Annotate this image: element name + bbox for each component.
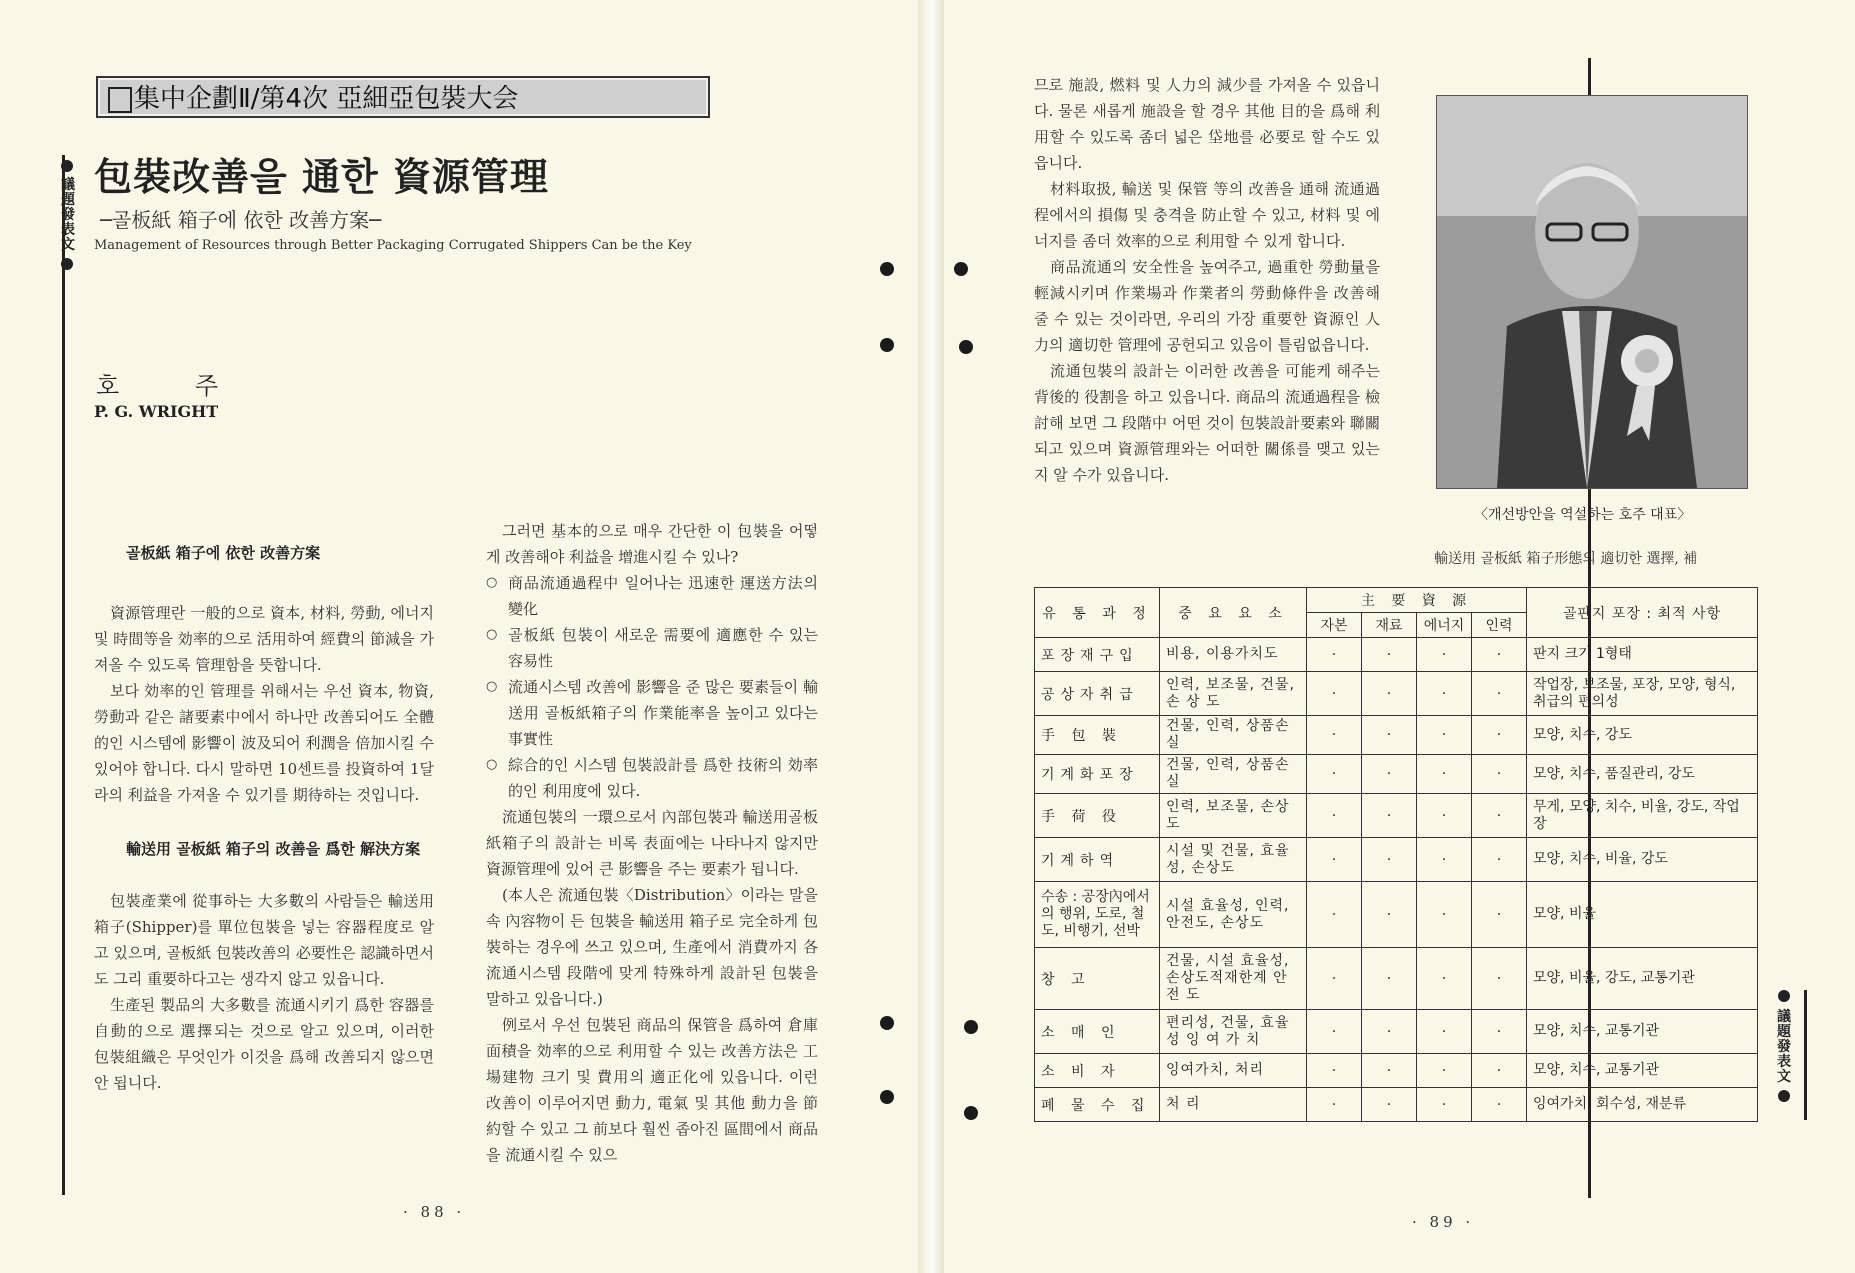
- table-row: [1035, 716, 1758, 755]
- table-cell-resource-mark: ·: [1307, 1088, 1362, 1122]
- table-cell-optimal: 모양, 치수, 강도: [1527, 716, 1758, 755]
- table-cell-resource-mark: ·: [1472, 948, 1527, 1010]
- table-cell-resource-mark: ·: [1362, 672, 1417, 716]
- punch-hole: [964, 1106, 978, 1120]
- table-cell-stage: 포장재구입: [1035, 638, 1160, 672]
- table-cell-resource-mark: ·: [1472, 1054, 1527, 1088]
- table-cell-resource-mark: ·: [1307, 672, 1362, 716]
- table-cell-optimal: 무게, 모양, 치수, 비율, 강도, 작업장: [1527, 794, 1758, 838]
- author-country: 호 주: [96, 372, 252, 400]
- table-row: [1035, 638, 1758, 672]
- table-cell-resource-mark: ·: [1362, 948, 1417, 1010]
- list-item: ○ 綜合的인 시스템 包裝設計를 爲한 技術의 効率的인 利用度에 있다.: [486, 752, 818, 804]
- punch-hole: [880, 1090, 894, 1104]
- list-item: ○ 골板紙 包裝이 새로운 需要에 適應한 수 있는 容易性: [486, 622, 818, 674]
- table-cell-factors: 인력, 보조물, 건물, 손 상 도: [1160, 672, 1307, 716]
- paragraph: (本人은 流通包裝〈Distribution〉이라는 말을 속 內容物이 든 包裝을 輸送用 箱子로 完全하게 包裝하는 경우에 쓰고 있으며, 生產에서 消費까지 各 流通시스템 段階에 맞게 特殊하게 設計된 包裝을 말하고 있읍니다.): [486, 886, 818, 1008]
- header-stage: 유 통 과 정: [1035, 588, 1160, 638]
- table-cell-resource-mark: ·: [1472, 794, 1527, 838]
- series-banner: [96, 76, 710, 118]
- table-cell-stage: 소 매 인: [1035, 1010, 1160, 1054]
- article-subtitle: ─골板紙 箱子에 依한 改善方案─: [100, 208, 382, 232]
- table-cell-factors: 잉여가치, 처리: [1160, 1054, 1307, 1088]
- punch-hole: [964, 1020, 978, 1034]
- right-outer-rule: [1804, 990, 1807, 1120]
- left-column-2: [486, 518, 818, 1168]
- table-cell-optimal: 잉여가치, 회수성, 재분류: [1527, 1088, 1758, 1122]
- table-cell-factors: 인력, 보조물, 손상도: [1160, 794, 1307, 838]
- table-cell-resource-mark: ·: [1472, 755, 1527, 794]
- table-cell-stage: 소 비 자: [1035, 1054, 1160, 1088]
- page-number: · 89 ·: [1412, 1213, 1475, 1231]
- photo-caption: 〈개선방안을 역설하는 호주 대표〉: [1474, 507, 1692, 523]
- table-row: [1035, 794, 1758, 838]
- table-cell-optimal: 모양, 치수, 품질관리, 강도: [1527, 755, 1758, 794]
- header-optimal: 골판지 포장 : 최적 사항: [1527, 588, 1758, 638]
- table-cell-resource-mark: ·: [1472, 716, 1527, 755]
- table-cell-resource-mark: ·: [1307, 716, 1362, 755]
- side-dot-top: [1778, 990, 1790, 1002]
- table-cell-stage: 창 고: [1035, 948, 1160, 1010]
- list-item: ○ 流通시스템 改善에 影響을 준 많은 要素들이 輸送用 골板紙箱子의 作業能率을 높이고 있다는 事實性: [486, 674, 818, 752]
- punch-hole: [880, 262, 894, 276]
- table-row: [1035, 1088, 1758, 1122]
- table-row: [1035, 838, 1758, 882]
- table-cell-resource-mark: ·: [1362, 638, 1417, 672]
- table-cell-resource-mark: ·: [1362, 1054, 1417, 1088]
- table-cell-resource-mark: ·: [1362, 794, 1417, 838]
- table-cell-factors: 편리성, 건물, 효율성 잉 여 가 치: [1160, 1010, 1307, 1054]
- speaker-photo: [1436, 95, 1748, 489]
- table-cell-optimal: 모양, 치수, 교통기관: [1527, 1010, 1758, 1054]
- section-heading: 輸送用 골板紙 箱子의 改善을 爲한 解決方案: [126, 840, 421, 858]
- table-cell-factors: 시설 및 건물, 효율성, 손상도: [1160, 838, 1307, 882]
- english-title: Management of Resources through Better Packaging Corrugated Shippers Can be the Key: [94, 238, 692, 253]
- table-cell-stage: 手 荷 役: [1035, 794, 1160, 838]
- paragraph: 資源管理란 一般的으로 資本, 材料, 勞動, 에너지 및 時間等을 効率的으로 活用하여 經費의 節減을 가져올 수 있도록 管理함을 뜻합니다.: [94, 604, 434, 674]
- header-resources: 主 要 資 源: [1307, 588, 1527, 613]
- table-cell-resource-mark: ·: [1362, 755, 1417, 794]
- table-cell-resource-mark: ·: [1417, 672, 1472, 716]
- table-cell-resource-mark: ·: [1417, 1054, 1472, 1088]
- punch-hole: [954, 262, 968, 276]
- table-row: [1035, 755, 1758, 794]
- distribution-table: [1034, 587, 1758, 1122]
- left-side-label: 議題發表文: [61, 177, 75, 253]
- paragraph: 므로 施設, 燃料 및 人力의 減少를 가져올 수 있읍니다. 물론 새롭게 施設을 할 경우 其他 目的을 爲해 利用할 수 있도록 좀더 넓은 垈地를 必要로 할 수도 있읍니다.: [1034, 76, 1380, 172]
- table-cell-resource-mark: ·: [1472, 638, 1527, 672]
- table-cell-resource-mark: ·: [1362, 1010, 1417, 1054]
- table-header-row: [1035, 588, 1758, 613]
- left-margin-rule: [62, 155, 65, 1195]
- table-row: [1035, 1054, 1758, 1088]
- table-cell-resource-mark: ·: [1472, 672, 1527, 716]
- right-side-label: 議題發表文: [1777, 1009, 1791, 1085]
- table-cell-resource-mark: ·: [1417, 948, 1472, 1010]
- table-cell-resource-mark: ·: [1417, 1088, 1472, 1122]
- paragraph: 材料取扱, 輸送 및 保管 等의 改善을 通해 流通過程에서의 損傷 및 충격을 防止할 수 있고, 材料 및 에너지를 좀더 效率的으로 利用할 수 있게 합니다.: [1034, 180, 1380, 250]
- right-column: [1034, 72, 1380, 488]
- left-page: [0, 0, 918, 1273]
- table-cell-optimal: 모양, 치수, 비율, 강도: [1527, 838, 1758, 882]
- table-cell-resource-mark: ·: [1307, 755, 1362, 794]
- table-cell-resource-mark: ·: [1417, 755, 1472, 794]
- page-number: · 88 ·: [403, 1203, 466, 1221]
- side-dot-top: [61, 160, 73, 172]
- header-labor: 인력: [1472, 613, 1527, 638]
- table-lead-text: 輸送用 골板紙 箱子形態의 適切한 選擇, 補: [1434, 551, 1698, 567]
- table-cell-stage: 폐 물 수 집: [1035, 1088, 1160, 1122]
- header-factors: 중 요 요 소: [1160, 588, 1307, 638]
- table-cell-resource-mark: ·: [1472, 1088, 1527, 1122]
- section-heading: 골板紙 箱子에 依한 改善方案: [126, 544, 321, 562]
- table-cell-resource-mark: ·: [1362, 882, 1417, 948]
- table-cell-resource-mark: ·: [1417, 638, 1472, 672]
- table-cell-resource-mark: ·: [1307, 838, 1362, 882]
- table-cell-stage: 기계하역: [1035, 838, 1160, 882]
- table-cell-optimal: 모양, 비율, 강도, 교통기관: [1527, 948, 1758, 1010]
- speaker-photo-drawing: [1437, 96, 1747, 488]
- paragraph: 流通包裝의 設計는 이러한 改善을 可能케 해주는 背後的 役割을 하고 있읍니다. 商品의 流通過程을 檢討해 보면 그 段階中 어떤 것이 包裝設計要素와 聯關되고 있으며 資源管理와는 어떠한 關係를 맺고 있는지 알 수가 있읍니다.: [1034, 362, 1380, 484]
- paragraph: 流通包裝의 一環으로서 內部包裝과 輸送用골板紙箱子의 設計는 비록 表面에는 나타나지 않지만 資源管理에 있어 큰 影響을 주는 要素가 됩니다.: [486, 808, 818, 878]
- paragraph: 그러면 基本的으로 매우 간단한 이 包裝을 어떻게 改善해야 利益을 增進시킬 수 있나?: [486, 522, 818, 566]
- author-name: P. G. WRIGHT: [94, 402, 219, 421]
- table-cell-stage: 기계화포장: [1035, 755, 1160, 794]
- article-title: 包裝改善을 通한 資源管理: [94, 154, 549, 199]
- table-row: [1035, 948, 1758, 1010]
- book-gutter: [918, 0, 944, 1273]
- paragraph: 生產된 製品의 大多數를 流通시키기 爲한 容器를 自動的으로 選擇되는 것으로 알고 있으며, 이러한 包裝組織은 무엇인가 이것을 爲해 改善되지 않으면 안 됩니다.: [94, 996, 434, 1092]
- table-cell-resource-mark: ·: [1472, 838, 1527, 882]
- table-cell-resource-mark: ·: [1307, 1054, 1362, 1088]
- table-cell-resource-mark: ·: [1362, 838, 1417, 882]
- header-capital: 자본: [1307, 613, 1362, 638]
- side-dot-bottom: [1778, 1090, 1790, 1102]
- table-cell-resource-mark: ·: [1362, 716, 1417, 755]
- table-row: [1035, 1010, 1758, 1054]
- paragraph: 包裝產業에 從事하는 大多數의 사람들은 輸送用箱子(Shipper)를 單位包裝을 넣는 容器程度로 알고 있으며, 골板紙 包裝改善의 必要性은 認識하면서도 그리 重要하다고는 생각지 않고 있읍니다.: [94, 892, 434, 988]
- table-cell-resource-mark: ·: [1307, 948, 1362, 1010]
- table-cell-factors: 처 리: [1160, 1088, 1307, 1122]
- table-cell-resource-mark: ·: [1417, 838, 1472, 882]
- table-cell-optimal: 모양, 비율: [1527, 882, 1758, 948]
- paragraph: 例로서 우선 包裝된 商品의 保管을 爲하여 倉庫面積을 効率的으로 利用할 수 있는 改善方法은 工場建物 크기 및 費用의 適正化에 있읍니다. 이런 改善이 이루어지면 動力, 電氣 및 其他 動力을 節約할 수 있고 그 前보다 훨씬 좁아진 區間에서 商品을 流通시킬 수 있으: [486, 1016, 818, 1164]
- table-cell-resource-mark: ·: [1307, 1010, 1362, 1054]
- table-cell-resource-mark: ·: [1472, 882, 1527, 948]
- punch-hole: [880, 338, 894, 352]
- header-material: 재료: [1362, 613, 1417, 638]
- table-cell-resource-mark: ·: [1307, 794, 1362, 838]
- bullet-list: [486, 570, 818, 804]
- table-cell-factors: 시설 효율성, 인력, 안전도, 손상도: [1160, 882, 1307, 948]
- paragraph: 보다 効率的인 管理를 위해서는 우선 資本, 物資, 勞動과 같은 諸要素中에서 하나만 改善되어도 全體的인 시스템에 影響이 波及되어 利潤을 倍加시킬 수 있어야 합니다. 다시 말하면 10센트를 投資하여 1달라의 利益을 가져올 수 있기를 期待하는 것입니다.: [94, 682, 434, 804]
- table-cell-resource-mark: ·: [1307, 882, 1362, 948]
- table-cell-optimal: 모양, 치수, 교통기관: [1527, 1054, 1758, 1088]
- left-column-1: [94, 540, 434, 1096]
- table-cell-optimal: 판지 크기 1형태: [1527, 638, 1758, 672]
- side-dot-bottom: [61, 258, 73, 270]
- table-cell-stage: 공상자취급: [1035, 672, 1160, 716]
- table-cell-resource-mark: ·: [1417, 794, 1472, 838]
- table-cell-stage: 手 包 裝: [1035, 716, 1160, 755]
- table-cell-factors: 건물, 인력, 상품손실: [1160, 755, 1307, 794]
- banner-box-icon: [108, 87, 132, 113]
- table-cell-factors: 비용, 이용가치도: [1160, 638, 1307, 672]
- table-cell-factors: 건물, 시설 효율성, 손상도적재한계 안 전 도: [1160, 948, 1307, 1010]
- banner-text: 集中企劃Ⅱ/第4次 亞細亞包裝大会: [134, 84, 519, 114]
- paragraph: 商品流通의 安全性을 높여주고, 過重한 勞動量을 輕減시키며 作業場과 作業者의 勞動條件을 改善해 줄 수 있는 것이라면, 우리의 가장 重要한 資源인 人力의 適切한 管理에 공헌되고 있음이 틀림없읍니다.: [1034, 258, 1380, 354]
- list-item: ○ 商品流通過程中 일어나는 迅速한 運送方法의 變化: [486, 570, 818, 622]
- table-row: [1035, 672, 1758, 716]
- table-body: [1035, 638, 1758, 1122]
- punch-hole: [880, 1016, 894, 1030]
- table-cell-optimal: 작업장, 보조물, 포장, 모양, 형식, 취급의 편의성: [1527, 672, 1758, 716]
- table-cell-resource-mark: ·: [1307, 638, 1362, 672]
- table-cell-resource-mark: ·: [1417, 882, 1472, 948]
- table-cell-resource-mark: ·: [1472, 1010, 1527, 1054]
- table-cell-resource-mark: ·: [1417, 1010, 1472, 1054]
- table-cell-stage: 수송 : 공장內에서의 행위, 도로, 철도, 비행기, 선박: [1035, 882, 1160, 948]
- table-cell-resource-mark: ·: [1362, 1088, 1417, 1122]
- table-cell-resource-mark: ·: [1417, 716, 1472, 755]
- punch-hole: [959, 340, 973, 354]
- table-row: [1035, 882, 1758, 948]
- header-energy: 에너지: [1417, 613, 1472, 638]
- table-cell-factors: 건물, 인력, 상품손실: [1160, 716, 1307, 755]
